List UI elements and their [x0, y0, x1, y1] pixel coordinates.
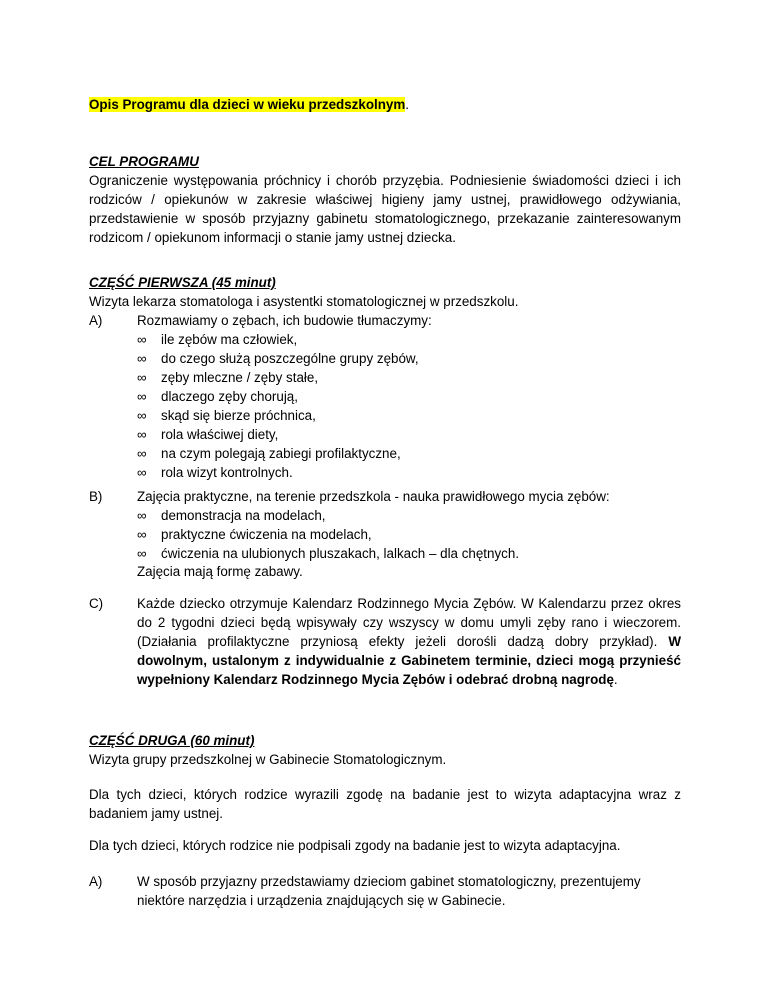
- list-label: A): [89, 313, 103, 328]
- title-suffix: .: [405, 97, 409, 112]
- cel-heading: CEL PROGRAMU: [89, 154, 199, 169]
- c-bold-text: W dowolnym, ustalonym z indywidualnie z Gabinetem terminie, dzieci mogą przynieść wypełniony Kalendarz Rodzinnego Mycia Zębów i odebrać drobną nagrodę: [137, 634, 681, 687]
- bullet-text: ćwiczenia na ulubionych pluszakach, lalkach – dla chętnych.: [161, 546, 520, 561]
- bullet-text: skąd się bierze próchnica,: [161, 408, 316, 423]
- czesc2-paragraph-2: Dla tych dzieci, których rodzice nie podpisali zgody na badanie jest to wizyta adaptacyjna.: [89, 838, 621, 853]
- infinity-bullet-icon: ∞: [137, 465, 147, 480]
- list-label: A): [89, 874, 103, 889]
- bullet-text: praktyczne ćwiczenia na modelach,: [161, 527, 372, 542]
- infinity-bullet-icon: ∞: [137, 370, 147, 385]
- czesc2-intro: Wizyta grupy przedszkolnej w Gabinecie Stomatologicznym.: [89, 752, 447, 767]
- bullet-text: rola wizyt kontrolnych.: [161, 465, 293, 480]
- bullet-text: zęby mleczne / zęby stałe,: [161, 370, 319, 385]
- infinity-bullet-icon: ∞: [137, 389, 147, 404]
- bullet-text: ile zębów ma człowiek,: [161, 332, 298, 347]
- czesc1-heading: CZĘŚĆ PIERWSZA (45 minut): [89, 275, 276, 290]
- bullet-text: dlaczego zęby chorują,: [161, 389, 298, 404]
- list-label: C): [89, 596, 104, 611]
- infinity-bullet-icon: ∞: [137, 508, 147, 523]
- infinity-bullet-icon: ∞: [137, 408, 147, 423]
- infinity-bullet-icon: ∞: [137, 332, 147, 347]
- czesc1-intro: Wizyta lekarza stomatologa i asystentki stomatologicznej w przedszkolu.: [89, 294, 519, 309]
- list-text: Rozmawiamy o zębach, ich budowie tłumaczymy:: [137, 313, 432, 328]
- list-label: B): [89, 489, 103, 504]
- c-text: Każde dziecko otrzymuje Kalendarz Rodzinnego Mycia Zębów. W Kalendarzu przez okres do 2 tygodni dzieci będą wpisywały czy wszyscy w domu umyli zęby rano i wieczorem. (Działania profilaktyczne przyniosą efekty jeżeli dorośli dadzą dobry przykład).: [137, 596, 681, 649]
- bullet-text: na czym polegają zabiegi profilaktyczne,: [161, 446, 401, 461]
- cel-paragraph: Ograniczenie występowania próchnicy i chorób przyzębia. Podniesienie świadomości dzieci i ich rodziców / opiekunów w zakresie właściwej higieny jamy ustnej, prawidłowego odżywiania, przedstawienie w sposób przyjazny gabinetu stomatologicznego, przekazanie zainteresowanym rodzicom / opiekunom informacji o stanie jamy ustnej dziecka.: [89, 173, 681, 245]
- list-text: Zajęcia praktyczne, na terenie przedszkola - nauka prawidłowego mycia zębów:: [137, 489, 610, 504]
- c-end: .: [613, 672, 618, 687]
- list-text: [137, 594, 681, 689]
- czesc2-paragraph-1: Dla tych dzieci, których rodzice wyrazili zgodę na badanie jest to wizyta adaptacyjna wraz z badaniem jamy ustnej.: [89, 787, 681, 821]
- title-highlight: Opis Programu dla dzieci w wieku przedszkolnym: [89, 97, 406, 112]
- infinity-bullet-icon: ∞: [137, 427, 147, 442]
- infinity-bullet-icon: ∞: [137, 351, 147, 366]
- czesc2-heading: CZĘŚĆ DRUGA (60 minut): [89, 733, 255, 748]
- czesc1-b-note: Zajęcia mają formę zabawy.: [137, 564, 303, 579]
- bullet-text: demonstracja na modelach,: [161, 508, 326, 523]
- bullet-text: do czego służą poszczególne grupy zębów,: [161, 351, 419, 366]
- bullet-text: rola właściwej diety,: [161, 427, 279, 442]
- infinity-bullet-icon: ∞: [137, 546, 147, 561]
- list-text: W sposób przyjazny przedstawiamy dzieciom gabinet stomatologiczny, prezentujemy niektóre narzędzia i urządzenia znajdujących się w Gabinecie.: [137, 874, 641, 908]
- infinity-bullet-icon: ∞: [137, 527, 147, 542]
- infinity-bullet-icon: ∞: [137, 446, 147, 461]
- document-title: [89, 95, 681, 114]
